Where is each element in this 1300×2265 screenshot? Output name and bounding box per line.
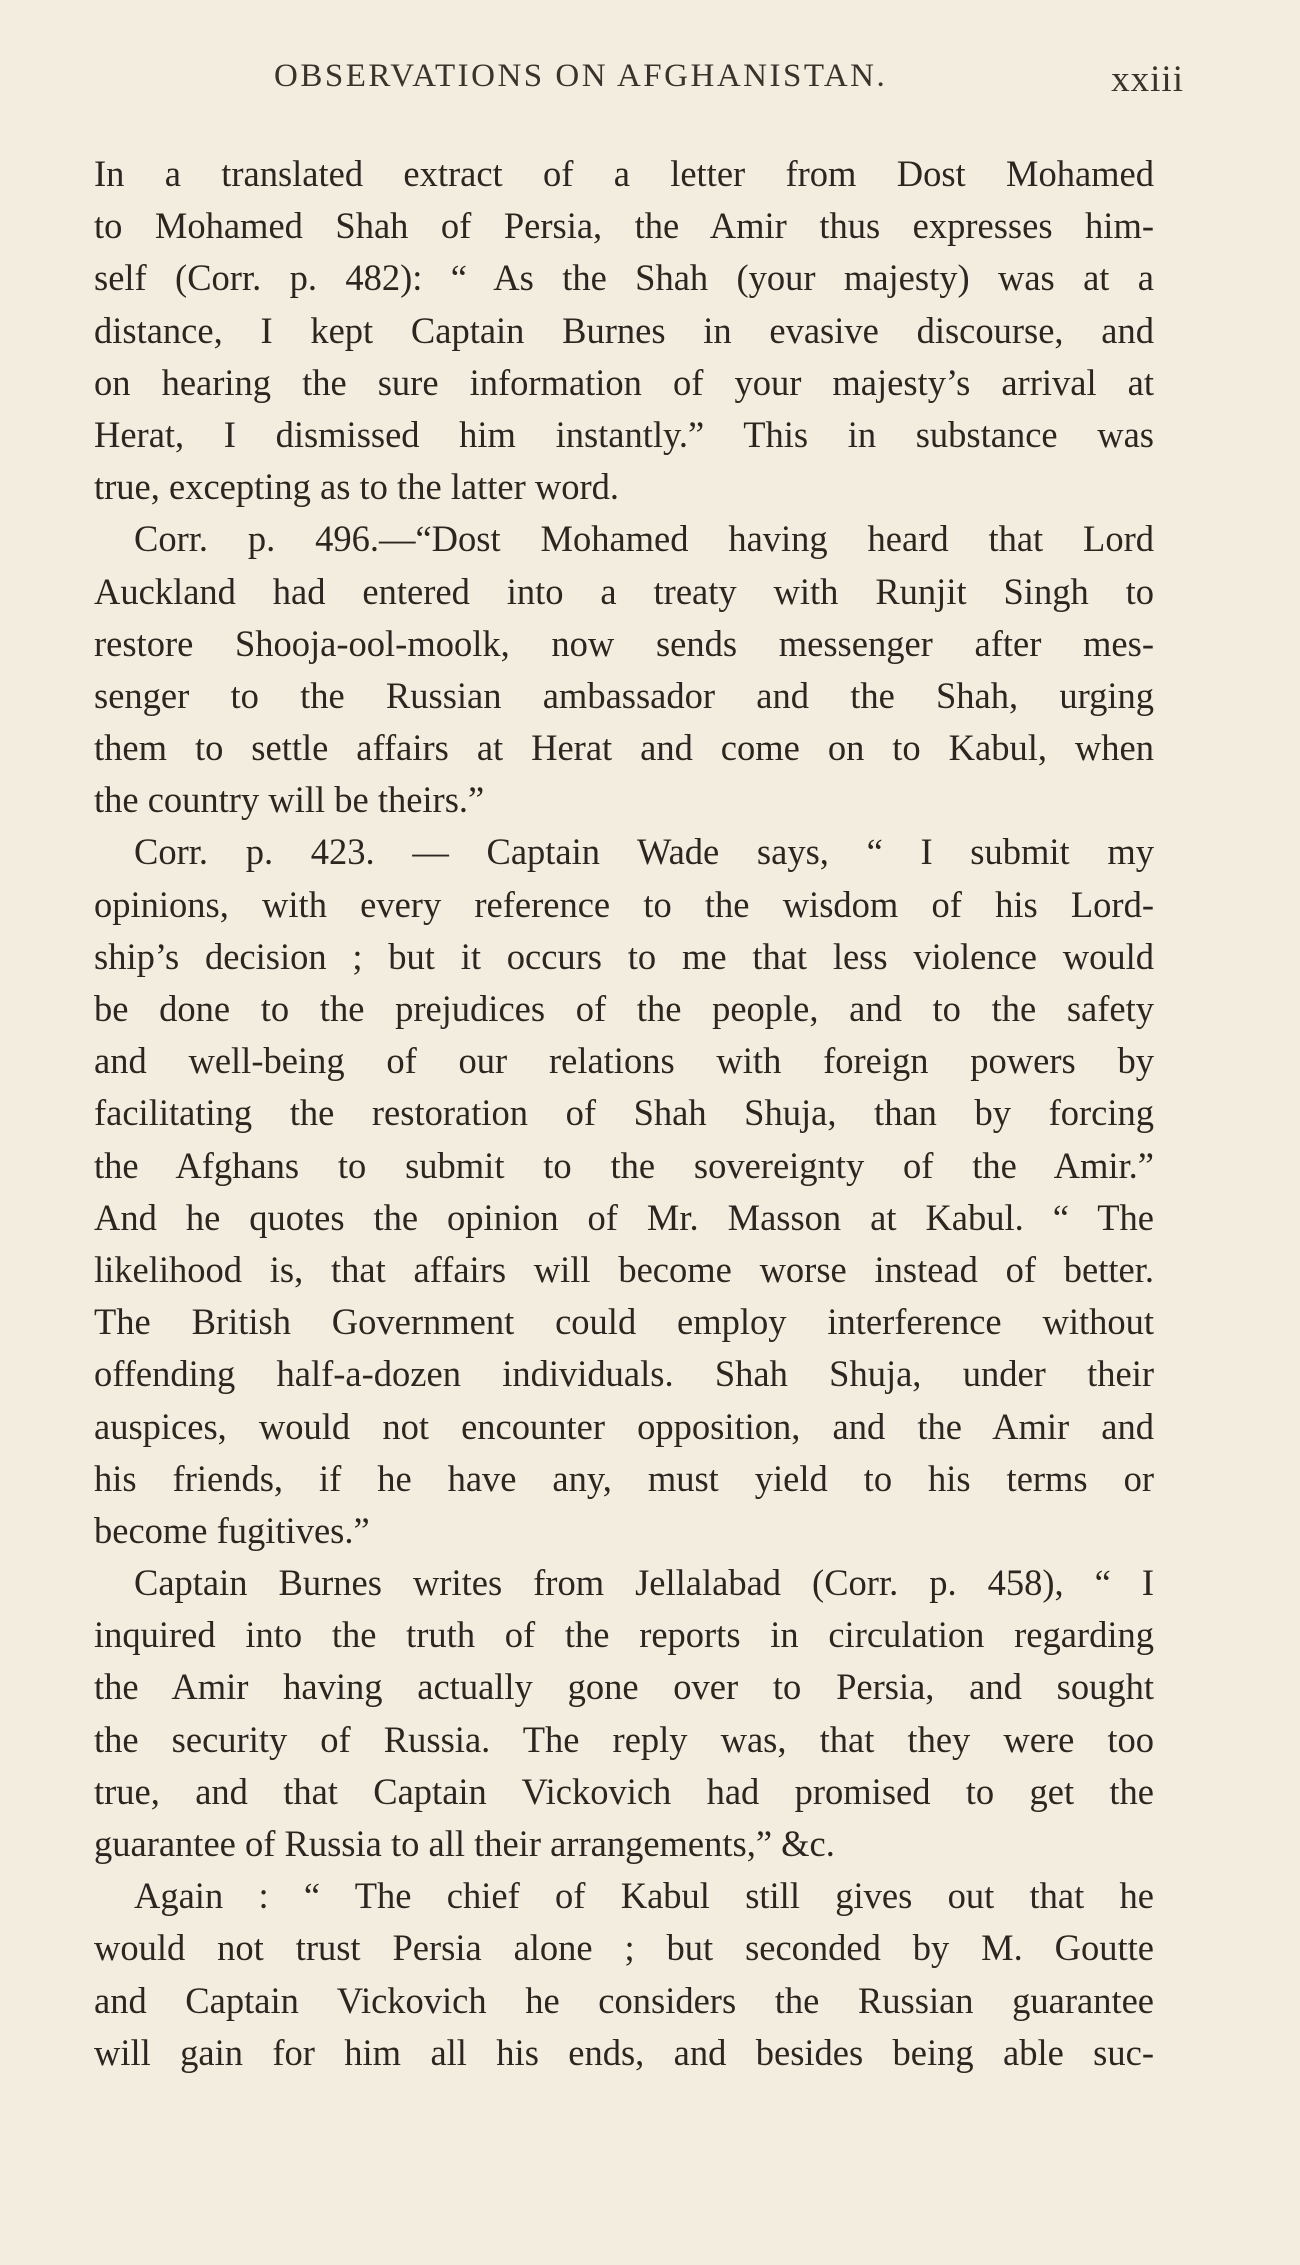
paragraph bbox=[94, 826, 1154, 1557]
text-line: and Captain Vickovich he considers the Russian guarantee bbox=[94, 1979, 1154, 2021]
text-line: true, and that Captain Vickovich had promised to get the bbox=[94, 1770, 1154, 1812]
text-line: ship’s decision ; but it occurs to me that less violence would bbox=[94, 935, 1154, 977]
text-line: would not trust Persia alone ; but seconded by M. Goutte bbox=[94, 1927, 1154, 1969]
text-line: Again : “ The chief of Kabul still gives out that he bbox=[134, 1875, 1154, 1917]
text-line: senger to the Russian ambassador and the Shah, urging bbox=[94, 674, 1154, 716]
text-line: restore Shooja-ool-moolk, now sends messenger after mes- bbox=[94, 622, 1154, 664]
text-line: Corr. p. 496.—“Dost Mohamed having heard that Lord bbox=[134, 518, 1154, 560]
paragraph bbox=[94, 1557, 1154, 1870]
text-line: will gain for him all his ends, and besides being able suc- bbox=[94, 2031, 1154, 2073]
text-line: true, excepting as to the latter word. bbox=[94, 466, 620, 508]
text-line: the Afghans to submit to the sovereignty of the Amir.” bbox=[94, 1144, 1154, 1186]
text-line: opinions, with every reference to the wisdom of his Lord- bbox=[94, 883, 1154, 925]
text-line: inquired into the truth of the reports in circulation regarding bbox=[94, 1614, 1154, 1656]
text-line: distance, I kept Captain Burnes in evasive discourse, and bbox=[94, 309, 1154, 351]
text-line: In a translated extract of a letter from Dost Mohamed bbox=[94, 153, 1154, 194]
text-line: the security of Russia. The reply was, that they were too bbox=[94, 1718, 1154, 1760]
text-line: the Amir having actually gone over to Persia, and sought bbox=[94, 1666, 1154, 1708]
text-line: Corr. p. 423. — Captain Wade says, “ I submit my bbox=[134, 831, 1154, 873]
text-line: Auckland had entered into a treaty with Runjit Singh to bbox=[94, 570, 1154, 612]
text-line: facilitating the restoration of Shah Shuja, than by forcing bbox=[94, 1092, 1154, 1134]
text-line: offending half-a-dozen individuals. Shah Shuja, under their bbox=[94, 1353, 1154, 1395]
text-line: and well-being of our relations with foreign powers by bbox=[94, 1040, 1154, 1082]
text-line: Herat, I dismissed him instantly.” This in substance was bbox=[94, 413, 1154, 455]
running-head bbox=[94, 58, 1184, 108]
paragraph bbox=[94, 513, 1154, 826]
text-line: be done to the prejudices of the people, and to the safety bbox=[94, 988, 1154, 1029]
text-line: auspices, would not encounter opposition, and the Amir and bbox=[94, 1405, 1154, 1447]
text-line: likelihood is, that affairs will become worse instead of better. bbox=[94, 1248, 1154, 1290]
text-line: on hearing the sure information of your majesty’s arrival at bbox=[94, 361, 1154, 403]
text-line: guarantee of Russia to all their arrangements,” &c. bbox=[94, 1823, 835, 1864]
text-line: the country will be theirs.” bbox=[94, 779, 485, 821]
body-text bbox=[94, 148, 1154, 2079]
text-line: self (Corr. p. 482): “ As the Shah (your majesty) was at a bbox=[94, 257, 1154, 299]
text-line: Captain Burnes writes from Jellalabad (Corr. p. 458), “ I bbox=[134, 1562, 1154, 1604]
text-line: The British Government could employ interference without bbox=[94, 1301, 1154, 1343]
text-line: And he quotes the opinion of Mr. Masson at Kabul. “ The bbox=[94, 1196, 1154, 1238]
text-line: his friends, if he have any, must yield to his terms or bbox=[94, 1457, 1154, 1499]
text-line: to Mohamed Shah of Persia, the Amir thus expresses him- bbox=[94, 205, 1154, 247]
page-number: xxiii bbox=[1111, 59, 1184, 100]
text-line: them to settle affairs at Herat and come on to Kabul, when bbox=[94, 727, 1154, 769]
running-head-title: OBSERVATIONS ON AFGHANISTAN. bbox=[274, 58, 888, 94]
text-line: become fugitives.” bbox=[94, 1509, 370, 1551]
paragraph bbox=[94, 148, 1154, 513]
paragraph bbox=[94, 1870, 1154, 2079]
